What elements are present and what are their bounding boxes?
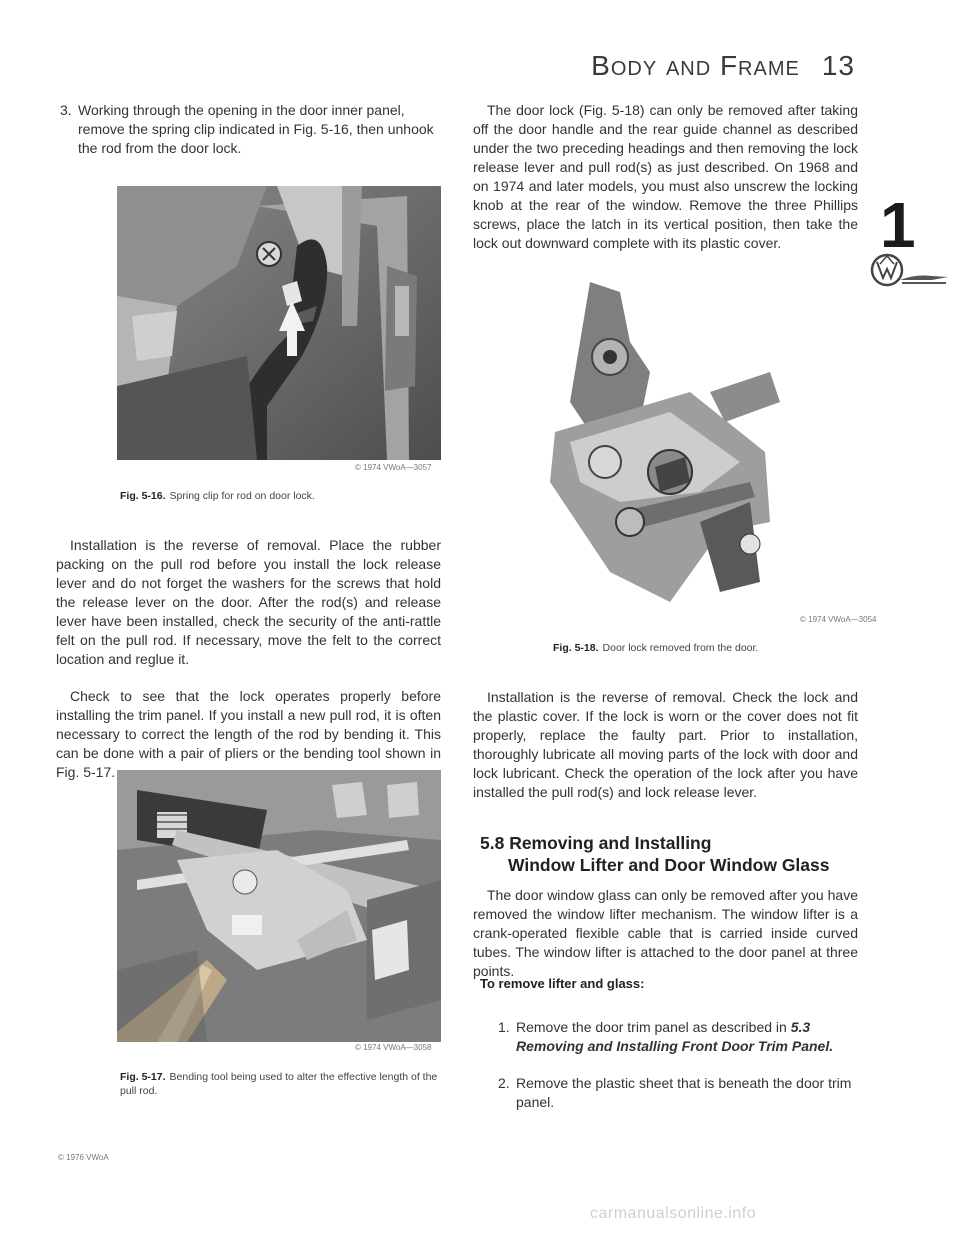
step-text: Remove the plastic sheet that is beneath the door trim panel.	[516, 1075, 852, 1110]
left-paragraph-2	[56, 687, 441, 782]
step-1	[498, 1018, 858, 1056]
figure-5-16-credit: © 1974 VWoA—3057	[355, 463, 432, 472]
section-heading-5-8	[480, 832, 860, 876]
figure-5-17-photo	[117, 770, 441, 1042]
vw-logo-icon	[870, 252, 950, 290]
cross-reference: 5.3 Removing and Installing Front Door Trim Panel.	[516, 1019, 834, 1054]
copyright-notice: © 1976 VWoA	[58, 1153, 109, 1162]
section-heading-line-2: Window Lifter and Door Window Glass	[508, 855, 830, 875]
caption-text: Door lock removed from the door.	[602, 642, 759, 654]
page-number: 13	[821, 50, 855, 81]
figure-label: Fig. 5-17.	[120, 1071, 166, 1083]
caption-text: Spring clip for rod on door lock.	[169, 490, 315, 502]
step-3	[60, 101, 440, 158]
right-paragraph-1	[473, 101, 858, 253]
figure-5-17-caption	[120, 1070, 442, 1098]
header-title: Body and Frame	[591, 50, 800, 81]
chapter-tab-number: 1	[880, 189, 916, 261]
figure-5-16-photo	[117, 186, 441, 460]
paragraph-text: Check to see that the lock operates properly before installing the trim panel. If you install a new pull rod, it is often necessary to correct the length of the rod by bending it. This can be done with a pair of pliers or the bending tool shown in Fig. 5-17.	[56, 688, 441, 780]
paragraph-text: The door window glass can only be removed after you have removed the window lifter mechanism. The window lifter is a crank-operated flexible cable that is carried inside curved tubes. The window lifter is attached to the door panel at three points.	[473, 887, 858, 979]
right-paragraph-3	[473, 886, 858, 981]
figure-label: Fig. 5-16.	[120, 490, 166, 502]
figure-5-18-credit: © 1974 VWoA—3054	[800, 615, 877, 624]
caption-text: Bending tool being used to alter the effective length of the pull rod.	[120, 1071, 438, 1097]
figure-label: Fig. 5-18.	[553, 642, 599, 654]
figure-5-18-caption	[553, 641, 863, 655]
figure-5-17-credit: © 1974 VWoA—3058	[355, 1043, 432, 1052]
paragraph-text: Installation is the reverse of removal. Place the rubber packing on the pull rod before you install the lock release lever and do not forget the washers for the screws that hold the release lever on the door. After the rod(s) and release lever have been installed, check the security of the anti-rattle felt on the pull rod. If necessary, move the felt to the correct location and reglue it.	[56, 537, 441, 667]
figure-5-16-caption	[120, 489, 440, 503]
step-number: 3.	[60, 102, 72, 118]
step-number: 1.	[498, 1019, 510, 1035]
step-text: Working through the opening in the door inner panel, remove the spring clip indicated in Fig. 5-16, then unhook the rod from the door lock.	[78, 102, 434, 156]
page-header	[525, 50, 855, 82]
paragraph-text: Installation is the reverse of removal. Check the lock and the plastic cover. If the lock is worn or the cover does not fit properly, replace the faulty part. Prior to installation, thoroughly lubricate all moving parts of the lock with door and lock lubricant. Check the operation of the lock after you have installed the pull rod(s) and lock release lever.	[473, 689, 858, 800]
figure-5-18-photo	[550, 282, 790, 612]
step-2	[498, 1074, 858, 1112]
site-watermark: carmanualsonline.info	[590, 1205, 757, 1222]
right-paragraph-2	[473, 688, 858, 802]
paragraph-text: The door lock (Fig. 5-18) can only be removed after taking off the door handle and the rear guide channel as described under the two preceding headings and then removing the lock release lever and pull rod(s) as just described. On 1968 and on 1974 and later models, you must also unscrew the locking knob at the rear of the window. Remove the three Phillips screws, place the latch in its vertical position, then take the lock out downward complete with its plastic cover.	[473, 102, 858, 251]
step-number: 2.	[498, 1075, 510, 1091]
left-paragraph-1	[56, 536, 441, 669]
procedure-subheading: To remove lifter and glass:	[480, 976, 645, 991]
section-heading-line-1: 5.8 Removing and Installing	[480, 833, 712, 853]
step-text: Remove the door trim panel as described in	[516, 1019, 787, 1035]
